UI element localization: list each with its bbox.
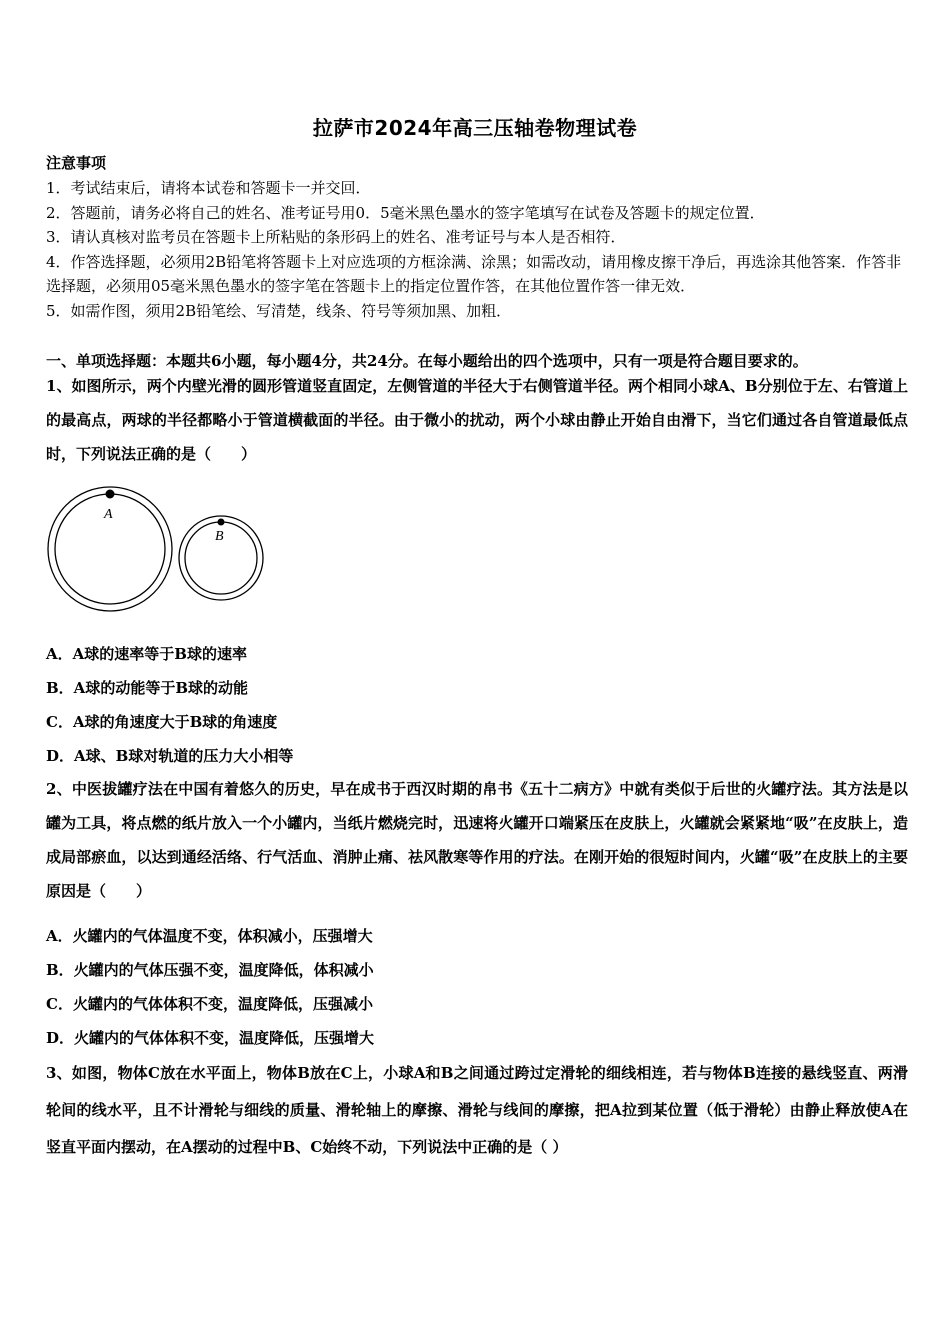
label-b: B: [215, 529, 224, 544]
notice-list: [46, 176, 908, 323]
notice-item: 3．请认真核对监考员在答题卡上所粘贴的条形码上的姓名、准考证号与本人是否相符．: [46, 228, 626, 246]
question-3-stem: 3、如图，物体C放在水平面上，物体B放在C上，小球A和B之间通过跨过定滑轮的细线相连，若与物体B连接的悬线竖直、两滑轮间的线水平，且不计滑轮与细线的质量、滑轮轴上的摩擦、滑轮与线间的摩擦，把A拉到某位置（低于滑轮）由静止释放使A在竖直平面内摆动，在A摆动的过程中B、C始终不动，下列说法中正确的是（ ）: [46, 1064, 908, 1156]
question-2-option-d: D．火罐内的气体体积不变，温度降低，压强增大: [46, 1029, 375, 1047]
question-2-option-c: C．火罐内的气体体积不变，温度降低，压强减小: [46, 995, 373, 1013]
question-1-option-b: B．A球的动能等于B球的动能: [46, 679, 248, 697]
page-title: 拉萨市2024年高三压轴卷物理试卷: [312, 116, 638, 140]
pipe-circles-figure: [40, 480, 280, 620]
question-1-stem: 1、如图所示，两个内壁光滑的圆形管道竖直固定，左侧管道的半径大于右侧管道半径。两个相同小球A、B分别位于左、右管道上的最高点，两球的半径都略小于管道横截面的半径。由于微小的扰动，两个小球由静止开始自由滑下，当它们通过各自管道最低点时，下列说法正确的是（ ）: [46, 377, 908, 463]
notice-item: 1．考试结束后，请将本试卷和答题卡一并交回．: [46, 179, 371, 197]
question-1-option-c: C．A球的角速度大于B球的角速度: [46, 713, 278, 731]
question-2-option-b: B．火罐内的气体压强不变，温度降低，体积减小: [46, 961, 374, 979]
question-2-option-a: A．火罐内的气体温度不变，体积减小，压强增大: [46, 927, 373, 945]
notice-item: 4．作答选择题，必须用2B铅笔将答题卡上对应选项的方框涂满、涂黑；如需改动，请用橡皮擦干净后，再选涂其他答案．作答非选择题，必须用05毫米黑色墨水的签字笔在答题卡上的指定位置作答，在其他位置作答一律无效．: [46, 252, 902, 295]
question-1-option-a: A．A球的速率等于B球的速率: [46, 645, 247, 663]
question-1-option-d: D．A球、B球对轨道的压力大小相等: [46, 747, 294, 765]
ball-a: [106, 490, 115, 499]
notice-heading: 注意事项: [46, 154, 107, 172]
left-pipe-outer: [48, 487, 172, 611]
notice-item: 5．如需作图，须用2B铅笔绘、写清楚，线条、符号等须加黑、加粗．: [46, 301, 512, 320]
question-2-stem: 2、中医拔罐疗法在中国有着悠久的历史，早在成书于西汉时期的帛书《五十二病方》中就有类似于后世的火罐疗法。其方法是以罐为工具，将点燃的纸片放入一个小罐内，当纸片燃烧完时，迅速将火罐开口端紧压在皮肤上，火罐就会紧紧地“吸”在皮肤上，造成局部瘀血，以达到通经活络、行气活血、消肿止痛、祛风散寒等作用的疗法。在刚开始的很短时间内，火罐“吸”在皮肤上的主要原因是（ ）: [46, 780, 908, 900]
ball-b: [218, 519, 225, 526]
label-a: A: [104, 507, 113, 522]
notice-item: 2．答题前，请务必将自己的姓名、准考证号用0．5毫米黑色墨水的签字笔填写在试卷及答题卡的规定位置．: [46, 203, 765, 222]
section-heading: 一、单项选择题：本题共6小题，每小题4分，共24分。在每小题给出的四个选项中，只有一项是符合题目要求的。: [46, 352, 808, 370]
